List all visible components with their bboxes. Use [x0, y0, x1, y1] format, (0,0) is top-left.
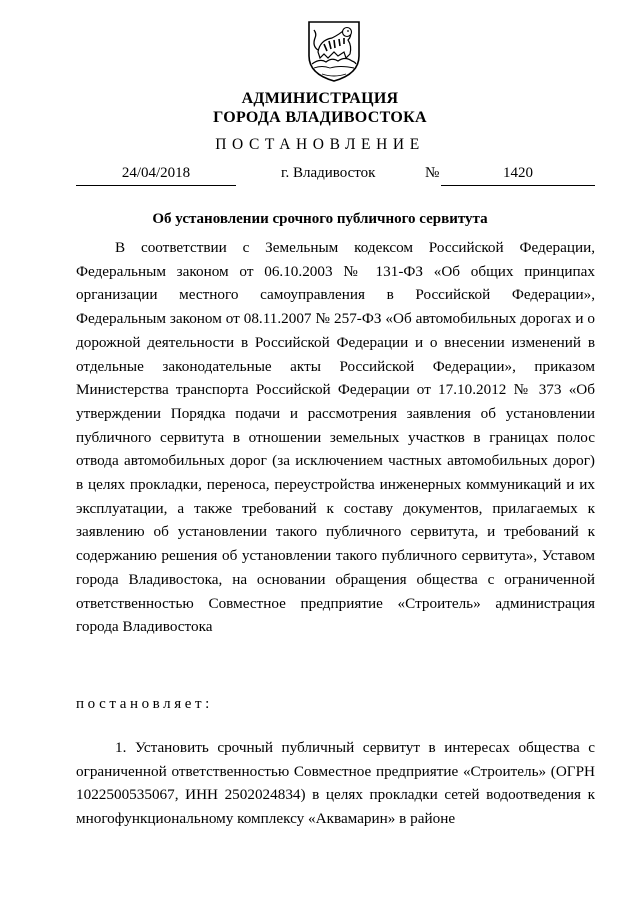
document-number: 1420	[441, 165, 595, 186]
preamble-paragraph: В соответствии с Земельным кодексом Российской Федерации, Федеральным законом от 06.10.2003 № 131-ФЗ «Об общих принципах организации местного самоуправления в Российской Федерации», Федеральным законом от 08.11.2007 № 257-ФЗ «Об автомобильных дорогах и о дорожной деятельности в Российской Федерации и о внесении изменений в отдельные законодательные акты Российской Федерации», приказом Министерства транспорта Российской Федерации от 17.10.2012 № 373 «Об утверждении Порядка подачи и рассмотрения заявления об установлении публичного сервитута в отношении земельных участков в границах полос отвода автомобильных дорог (за исключением частных автомобильных дорог) в целях прокладки, переноса, переустройства инженерных коммуникаций и их эксплуатации, а также требований к составу документов, прилагаемых к заявлению об установлении такого публичного сервитута, и требований к содержанию решения об установлении такого публичного сервитута», Уставом города Владивостока, на основании обращения общества с ограниченной ответственностью Совместное предприятие «Строитель» администрация города Владивостока	[76, 239, 595, 636]
authority-name-line1: АДМИНИСТРАЦИЯ	[241, 90, 399, 107]
number-sign: №	[425, 165, 440, 181]
decree-word: постановляет:	[76, 696, 213, 712]
document-date: 24/04/2018	[76, 165, 236, 186]
document-city: г. Владивосток	[281, 165, 376, 181]
document-type: ПОСТАНОВЛЕНИЕ	[215, 136, 425, 153]
authority-name-line2: ГОРОДА ВЛАДИВОСТОКА	[213, 109, 427, 126]
item-1-paragraph: 1. Установить срочный публичный сервитут в интересах общества с ограниченной ответственностью Совместное предприятие «Строитель» (ОГРН 1022500535067, ИНН 2502024834) в целях прокладки сетей водоотведения к многофункциональному комплексу «Аквамарин» в районе	[76, 739, 595, 828]
document-title: Об установлении срочного публичного сервитута	[152, 211, 488, 227]
tiger-coat-of-arms-icon	[300, 18, 368, 84]
